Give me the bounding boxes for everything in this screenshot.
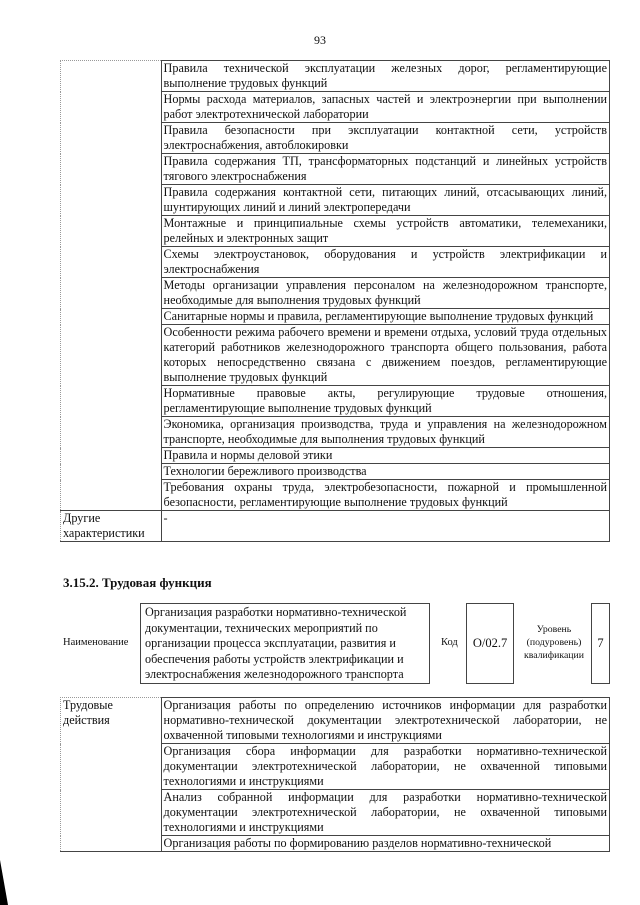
scan-edge-mark <box>0 860 8 905</box>
other-characteristics-label: Другие характеристики <box>61 511 162 542</box>
table-row <box>61 698 610 744</box>
function-name: Организация разработки нормативно-технической документации, технических мероприятий по организации процесса эксплуатации, развития и обеспечения работы устройств электрификации и электроснабжения железнодорожного транспорта <box>140 603 430 684</box>
labor-actions-label: Трудовые действия <box>61 698 162 852</box>
function-code: О/02.7 <box>466 603 514 684</box>
knowledge-item: Монтажные и принципиальные схемы устройств автоматики, телемеханики, релейных и электронных защит <box>161 216 609 247</box>
required-knowledge-table <box>60 60 610 542</box>
qualification-level-label: Уровень (подуровень) квалификации <box>523 624 585 661</box>
knowledge-item: Требования охраны труда, электробезопасности, пожарной и промышленной безопасности, регламентирующие выполнение трудовых функций <box>161 480 609 511</box>
function-name-label: Наименование <box>63 637 129 648</box>
row-label-empty <box>61 61 162 511</box>
labor-action-item: Организация сбора информации для разработки нормативно-технической документации электротехнической лаборатории, не охваченной типовыми технологиями и инструкциями <box>161 744 609 790</box>
table-row <box>61 511 610 542</box>
knowledge-item: Правила технической эксплуатации железных дорог, регламентирующие выполнение трудовых функций <box>161 61 609 92</box>
labor-action-item: Организация работы по формированию разделов нормативно-технической <box>161 836 609 852</box>
function-code-label: Код <box>441 637 458 648</box>
knowledge-item: Нормативные правовые акты, регулирующие трудовые отношения, регламентирующие выполнение трудовых функций <box>161 386 609 417</box>
labor-actions-table <box>60 697 610 852</box>
other-characteristics-value: - <box>161 511 609 542</box>
knowledge-item: Методы организации управления персоналом на железнодорожном транспорте, необходимые для выполнения трудовых функций <box>161 278 609 309</box>
labor-action-item: Анализ собранной информации для разработки нормативно-технической документации электротехнической лаборатории, не охваченной типовыми технологиями и инструкциями <box>161 790 609 836</box>
knowledge-item: Схемы электроустановок, оборудования и устройств электрификации и электроснабжения <box>161 247 609 278</box>
knowledge-item: Особенности режима рабочего времени и времени отдыха, условий труда отдельных категорий работников железнодорожного транспорта общего пользования, работа которых непосредственно связана с движением поездов, регламентирующие выполнение трудовых функций <box>161 325 609 386</box>
knowledge-item: Технологии бережливого производства <box>161 464 609 480</box>
knowledge-item: Нормы расхода материалов, запасных частей и электроэнергии при выполнении работ электротехнической лаборатории <box>161 92 609 123</box>
section-title: 3.15.2. Трудовая функция <box>63 575 212 590</box>
knowledge-item: Правила содержания контактной сети, питающих линий, отсасывающих линий, шунтирующих линий и линий электропередачи <box>161 185 609 216</box>
table-row <box>61 61 610 92</box>
knowledge-item: Экономика, организация производства, труда и управления на железнодорожном транспорте, необходимые для выполнения трудовых функций <box>161 417 609 448</box>
knowledge-item: Правила и нормы деловой этики <box>161 448 609 464</box>
qualification-level: 7 <box>591 603 610 684</box>
knowledge-item: Санитарные нормы и правила, регламентирующие выполнение трудовых функций <box>161 309 609 325</box>
knowledge-item: Правила безопасности при эксплуатации контактной сети, устройств электроснабжения, автоблокировки <box>161 123 609 154</box>
page-number: 93 <box>314 33 326 47</box>
labor-action-item: Организация работы по определению источников информации для разработки нормативно-технической документации электротехнической лаборатории, не охваченной типовыми технологиями и инструкциями <box>161 698 609 744</box>
knowledge-item: Правила содержания ТП, трансформаторных подстанций и линейных устройств тягового электроснабжения <box>161 154 609 185</box>
